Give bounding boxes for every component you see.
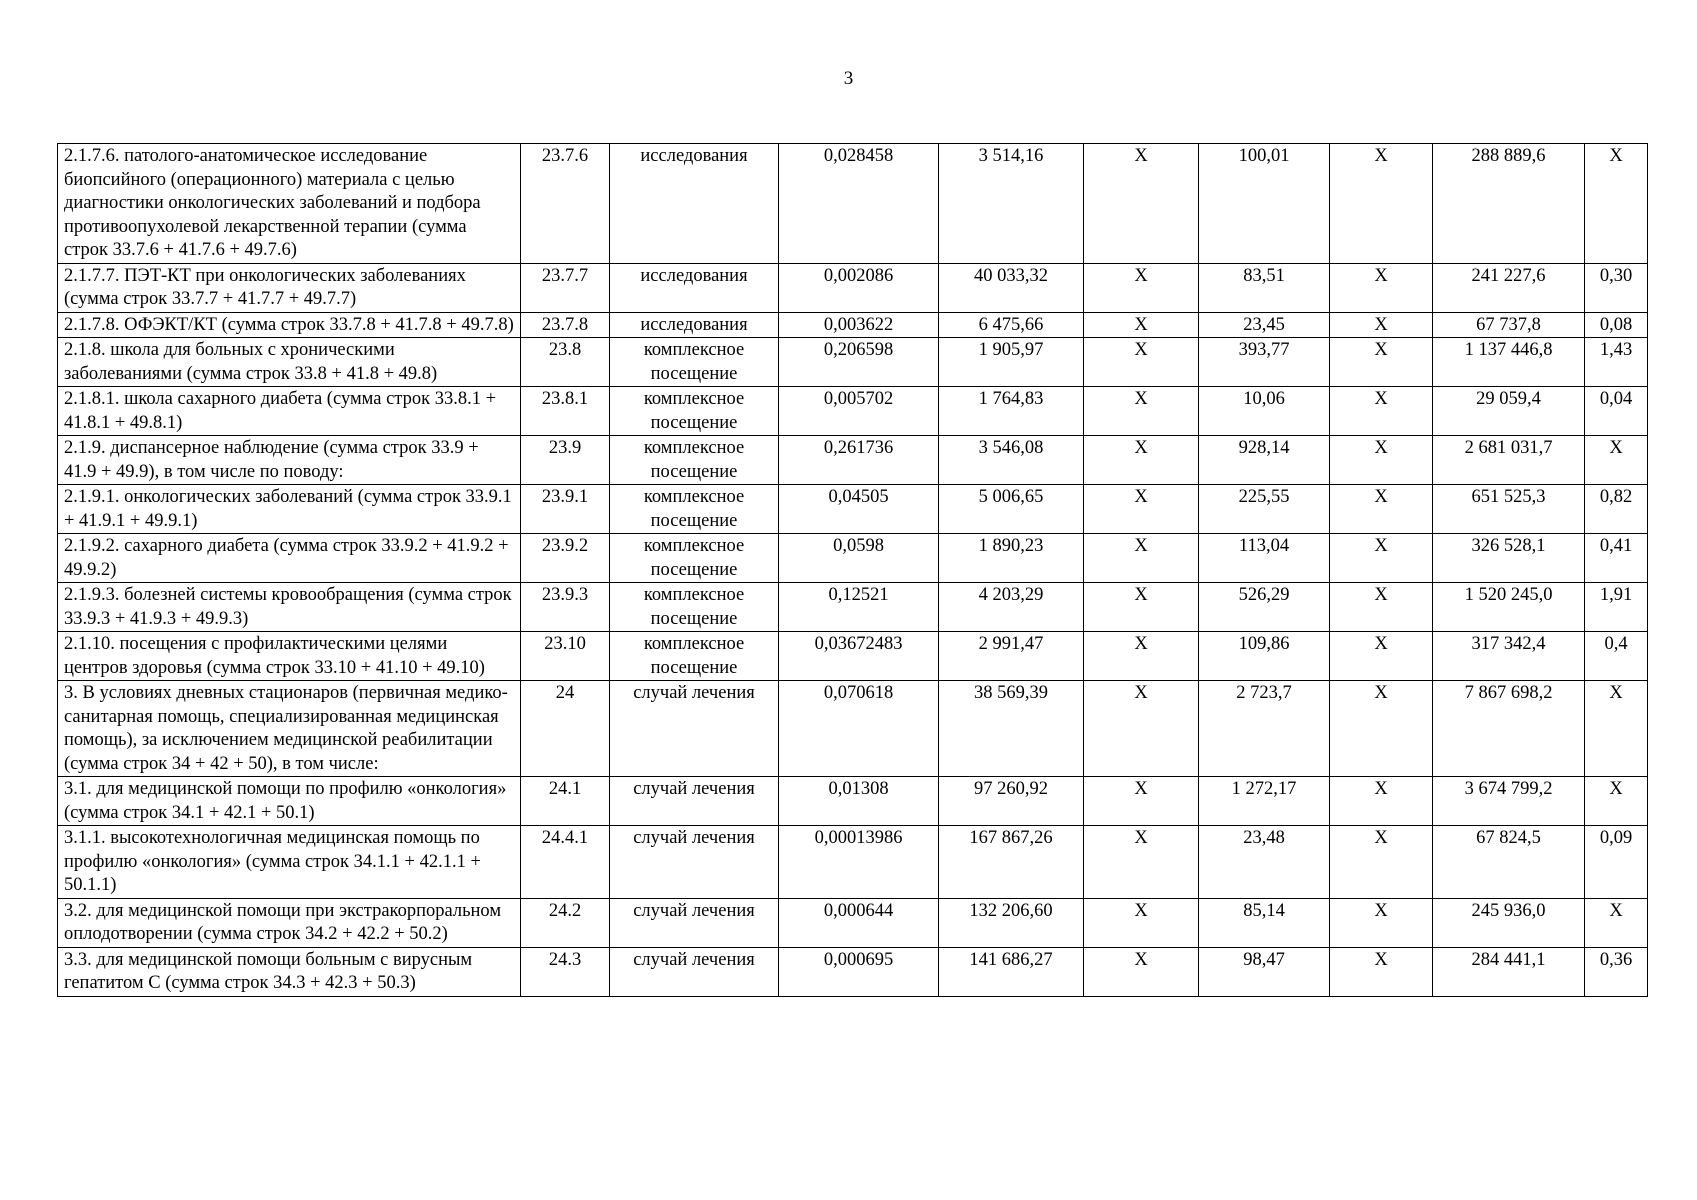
row-col8-cell: Х: [1330, 144, 1433, 264]
row-col9-cell: 1 520 245,0: [1433, 583, 1585, 632]
row-col7-cell: 928,14: [1199, 436, 1330, 485]
row-col9-cell: 317 342,4: [1433, 632, 1585, 681]
row-col7-cell: 225,55: [1199, 485, 1330, 534]
row-norm-cell: 0,005702: [779, 387, 939, 436]
row-norm-cell: 0,000644: [779, 898, 939, 947]
row-col7-cell: 85,14: [1199, 898, 1330, 947]
row-name-cell: 2.1.7.7. ПЭТ-КТ при онкологических заболеваниях (сумма строк 33.7.7 + 41.7.7 + 49.7.7): [58, 263, 521, 312]
row-code-cell: 23.8: [521, 338, 610, 387]
row-col9-cell: 651 525,3: [1433, 485, 1585, 534]
row-col9-cell: 1 137 446,8: [1433, 338, 1585, 387]
row-unit-cell: случай лечения: [610, 681, 779, 777]
row-unit-cell: случай лечения: [610, 777, 779, 826]
row-name-cell: 2.1.9. диспансерное наблюдение (сумма строк 33.9 + 41.9 + 49.9), в том числе по поводу:: [58, 436, 521, 485]
row-col10-cell: 0,30: [1585, 263, 1648, 312]
row-col7-cell: 98,47: [1199, 947, 1330, 996]
row-col8-cell: Х: [1330, 826, 1433, 899]
row-norm-cell: 0,01308: [779, 777, 939, 826]
row-col6-cell: Х: [1084, 144, 1199, 264]
row-norm-cell: 0,002086: [779, 263, 939, 312]
row-col10-cell: 1,91: [1585, 583, 1648, 632]
row-col10-cell: 0,36: [1585, 947, 1648, 996]
row-col9-cell: 67 737,8: [1433, 312, 1585, 338]
row-name-cell: 2.1.8. школа для больных с хроническими заболеваниями (сумма строк 33.8 + 41.8 + 49.8): [58, 338, 521, 387]
row-col8-cell: Х: [1330, 436, 1433, 485]
table-row: [58, 947, 1648, 996]
row-col9-cell: 288 889,6: [1433, 144, 1585, 264]
row-name-cell: 2.1.7.6. патолого-анатомическое исследование биопсийного (операционного) материала с целью диагностики онкологических заболеваний и подбора противоопухолевой лекарственной терапии (сумма строк 33.7.6 + 41.7.6 + 49.7.6): [58, 144, 521, 264]
row-cost-cell: 2 991,47: [939, 632, 1084, 681]
row-col10-cell: Х: [1585, 144, 1648, 264]
row-norm-cell: 0,070618: [779, 681, 939, 777]
table-row: [58, 534, 1648, 583]
table-row: [58, 826, 1648, 899]
row-col6-cell: Х: [1084, 338, 1199, 387]
row-col10-cell: 0,82: [1585, 485, 1648, 534]
row-col10-cell: 1,43: [1585, 338, 1648, 387]
row-norm-cell: 0,0598: [779, 534, 939, 583]
row-code-cell: 23.9.1: [521, 485, 610, 534]
row-code-cell: 23.7.8: [521, 312, 610, 338]
row-col9-cell: 2 681 031,7: [1433, 436, 1585, 485]
row-col9-cell: 326 528,1: [1433, 534, 1585, 583]
row-col10-cell: 0,41: [1585, 534, 1648, 583]
table-row: [58, 632, 1648, 681]
row-cost-cell: 1 890,23: [939, 534, 1084, 583]
row-code-cell: 23.7.6: [521, 144, 610, 264]
row-col7-cell: 23,48: [1199, 826, 1330, 899]
row-col6-cell: Х: [1084, 681, 1199, 777]
row-col10-cell: Х: [1585, 898, 1648, 947]
row-norm-cell: 0,206598: [779, 338, 939, 387]
table-row: [58, 777, 1648, 826]
row-unit-cell: исследования: [610, 312, 779, 338]
table-row: [58, 898, 1648, 947]
row-col6-cell: Х: [1084, 826, 1199, 899]
row-unit-cell: случай лечения: [610, 898, 779, 947]
row-col6-cell: Х: [1084, 777, 1199, 826]
table-row: [58, 312, 1648, 338]
row-norm-cell: 0,00013986: [779, 826, 939, 899]
row-norm-cell: 0,028458: [779, 144, 939, 264]
row-col7-cell: 526,29: [1199, 583, 1330, 632]
row-code-cell: 24.2: [521, 898, 610, 947]
row-unit-cell: комплексное посещение: [610, 583, 779, 632]
row-col9-cell: 3 674 799,2: [1433, 777, 1585, 826]
row-col9-cell: 29 059,4: [1433, 387, 1585, 436]
row-norm-cell: 0,03672483: [779, 632, 939, 681]
row-norm-cell: 0,003622: [779, 312, 939, 338]
row-col9-cell: 67 824,5: [1433, 826, 1585, 899]
row-col9-cell: 7 867 698,2: [1433, 681, 1585, 777]
row-col10-cell: 0,08: [1585, 312, 1648, 338]
row-col8-cell: Х: [1330, 338, 1433, 387]
row-cost-cell: 3 546,08: [939, 436, 1084, 485]
row-cost-cell: 141 686,27: [939, 947, 1084, 996]
row-unit-cell: случай лечения: [610, 947, 779, 996]
row-name-cell: 3.1.1. высокотехнологичная медицинская помощь по профилю «онкология» (сумма строк 34.1.1 + 42.1.1 + 50.1.1): [58, 826, 521, 899]
row-col8-cell: Х: [1330, 534, 1433, 583]
row-col6-cell: Х: [1084, 898, 1199, 947]
row-col6-cell: Х: [1084, 436, 1199, 485]
row-unit-cell: комплексное посещение: [610, 632, 779, 681]
row-col6-cell: Х: [1084, 485, 1199, 534]
row-cost-cell: 167 867,26: [939, 826, 1084, 899]
row-col10-cell: 0,09: [1585, 826, 1648, 899]
row-code-cell: 24.1: [521, 777, 610, 826]
row-cost-cell: 97 260,92: [939, 777, 1084, 826]
data-table: [57, 143, 1648, 997]
row-col6-cell: Х: [1084, 947, 1199, 996]
row-col6-cell: Х: [1084, 387, 1199, 436]
table-row: [58, 263, 1648, 312]
row-col8-cell: Х: [1330, 583, 1433, 632]
row-cost-cell: 3 514,16: [939, 144, 1084, 264]
row-col7-cell: 100,01: [1199, 144, 1330, 264]
row-col8-cell: Х: [1330, 632, 1433, 681]
row-col10-cell: 0,04: [1585, 387, 1648, 436]
row-col10-cell: Х: [1585, 681, 1648, 777]
row-cost-cell: 1 905,97: [939, 338, 1084, 387]
row-col8-cell: Х: [1330, 263, 1433, 312]
row-col8-cell: Х: [1330, 777, 1433, 826]
page-number: 3: [843, 68, 854, 89]
row-code-cell: 23.7.7: [521, 263, 610, 312]
row-code-cell: 23.8.1: [521, 387, 610, 436]
row-code-cell: 23.10: [521, 632, 610, 681]
row-code-cell: 24: [521, 681, 610, 777]
row-name-cell: 3. В условиях дневных стационаров (первичная медико-санитарная помощь, специализированная медицинская помощь), за исключением медицинской реабилитации (сумма строк 34 + 42 + 50), в том числе:: [58, 681, 521, 777]
row-norm-cell: 0,000695: [779, 947, 939, 996]
row-col10-cell: Х: [1585, 436, 1648, 485]
row-col10-cell: Х: [1585, 777, 1648, 826]
row-name-cell: 2.1.8.1. школа сахарного диабета (сумма строк 33.8.1 + 41.8.1 + 49.8.1): [58, 387, 521, 436]
row-name-cell: 3.2. для медицинской помощи при экстракорпоральном оплодотворении (сумма строк 34.2 + 42.2 + 50.2): [58, 898, 521, 947]
row-cost-cell: 132 206,60: [939, 898, 1084, 947]
row-norm-cell: 0,12521: [779, 583, 939, 632]
row-cost-cell: 1 764,83: [939, 387, 1084, 436]
row-name-cell: 3.1. для медицинской помощи по профилю «онкология» (сумма строк 34.1 + 42.1 + 50.1): [58, 777, 521, 826]
row-col9-cell: 245 936,0: [1433, 898, 1585, 947]
row-unit-cell: комплексное посещение: [610, 485, 779, 534]
row-col8-cell: Х: [1330, 681, 1433, 777]
row-code-cell: 23.9.3: [521, 583, 610, 632]
row-col8-cell: Х: [1330, 898, 1433, 947]
row-name-cell: 2.1.7.8. ОФЭКТ/КТ (сумма строк 33.7.8 + 41.7.8 + 49.7.8): [58, 312, 521, 338]
row-cost-cell: 40 033,32: [939, 263, 1084, 312]
table-row: [58, 681, 1648, 777]
row-col9-cell: 241 227,6: [1433, 263, 1585, 312]
row-norm-cell: 0,04505: [779, 485, 939, 534]
row-code-cell: 24.4.1: [521, 826, 610, 899]
table-body: [58, 144, 1648, 997]
row-col7-cell: 10,06: [1199, 387, 1330, 436]
row-col6-cell: Х: [1084, 583, 1199, 632]
row-code-cell: 23.9.2: [521, 534, 610, 583]
row-cost-cell: 6 475,66: [939, 312, 1084, 338]
row-unit-cell: случай лечения: [610, 826, 779, 899]
table-row: [58, 485, 1648, 534]
row-col7-cell: 23,45: [1199, 312, 1330, 338]
row-col7-cell: 113,04: [1199, 534, 1330, 583]
table-row: [58, 338, 1648, 387]
row-col7-cell: 1 272,17: [1199, 777, 1330, 826]
row-col7-cell: 83,51: [1199, 263, 1330, 312]
row-col6-cell: Х: [1084, 263, 1199, 312]
row-unit-cell: исследования: [610, 144, 779, 264]
row-col8-cell: Х: [1330, 387, 1433, 436]
row-unit-cell: исследования: [610, 263, 779, 312]
row-unit-cell: комплексное посещение: [610, 534, 779, 583]
row-col8-cell: Х: [1330, 312, 1433, 338]
row-name-cell: 2.1.9.3. болезней системы кровообращения (сумма строк 33.9.3 + 41.9.3 + 49.9.3): [58, 583, 521, 632]
row-col7-cell: 2 723,7: [1199, 681, 1330, 777]
table-row: [58, 387, 1648, 436]
row-unit-cell: комплексное посещение: [610, 436, 779, 485]
row-col6-cell: Х: [1084, 534, 1199, 583]
row-name-cell: 3.3. для медицинской помощи больным с вирусным гепатитом С (сумма строк 34.3 + 42.3 + 50.3): [58, 947, 521, 996]
table-row: [58, 583, 1648, 632]
row-code-cell: 24.3: [521, 947, 610, 996]
row-col9-cell: 284 441,1: [1433, 947, 1585, 996]
table-row: [58, 436, 1648, 485]
row-cost-cell: 5 006,65: [939, 485, 1084, 534]
row-col7-cell: 393,77: [1199, 338, 1330, 387]
row-name-cell: 2.1.9.2. сахарного диабета (сумма строк 33.9.2 + 41.9.2 + 49.9.2): [58, 534, 521, 583]
row-unit-cell: комплексное посещение: [610, 387, 779, 436]
row-code-cell: 23.9: [521, 436, 610, 485]
row-norm-cell: 0,261736: [779, 436, 939, 485]
row-col6-cell: Х: [1084, 312, 1199, 338]
row-cost-cell: 38 569,39: [939, 681, 1084, 777]
row-name-cell: 2.1.10. посещения с профилактическими целями центров здоровья (сумма строк 33.10 + 41.10 + 49.10): [58, 632, 521, 681]
row-unit-cell: комплексное посещение: [610, 338, 779, 387]
table-row: [58, 144, 1648, 264]
row-col10-cell: 0,4: [1585, 632, 1648, 681]
row-col8-cell: Х: [1330, 485, 1433, 534]
row-col8-cell: Х: [1330, 947, 1433, 996]
row-col6-cell: Х: [1084, 632, 1199, 681]
row-name-cell: 2.1.9.1. онкологических заболеваний (сумма строк 33.9.1 + 41.9.1 + 49.9.1): [58, 485, 521, 534]
row-col7-cell: 109,86: [1199, 632, 1330, 681]
row-cost-cell: 4 203,29: [939, 583, 1084, 632]
